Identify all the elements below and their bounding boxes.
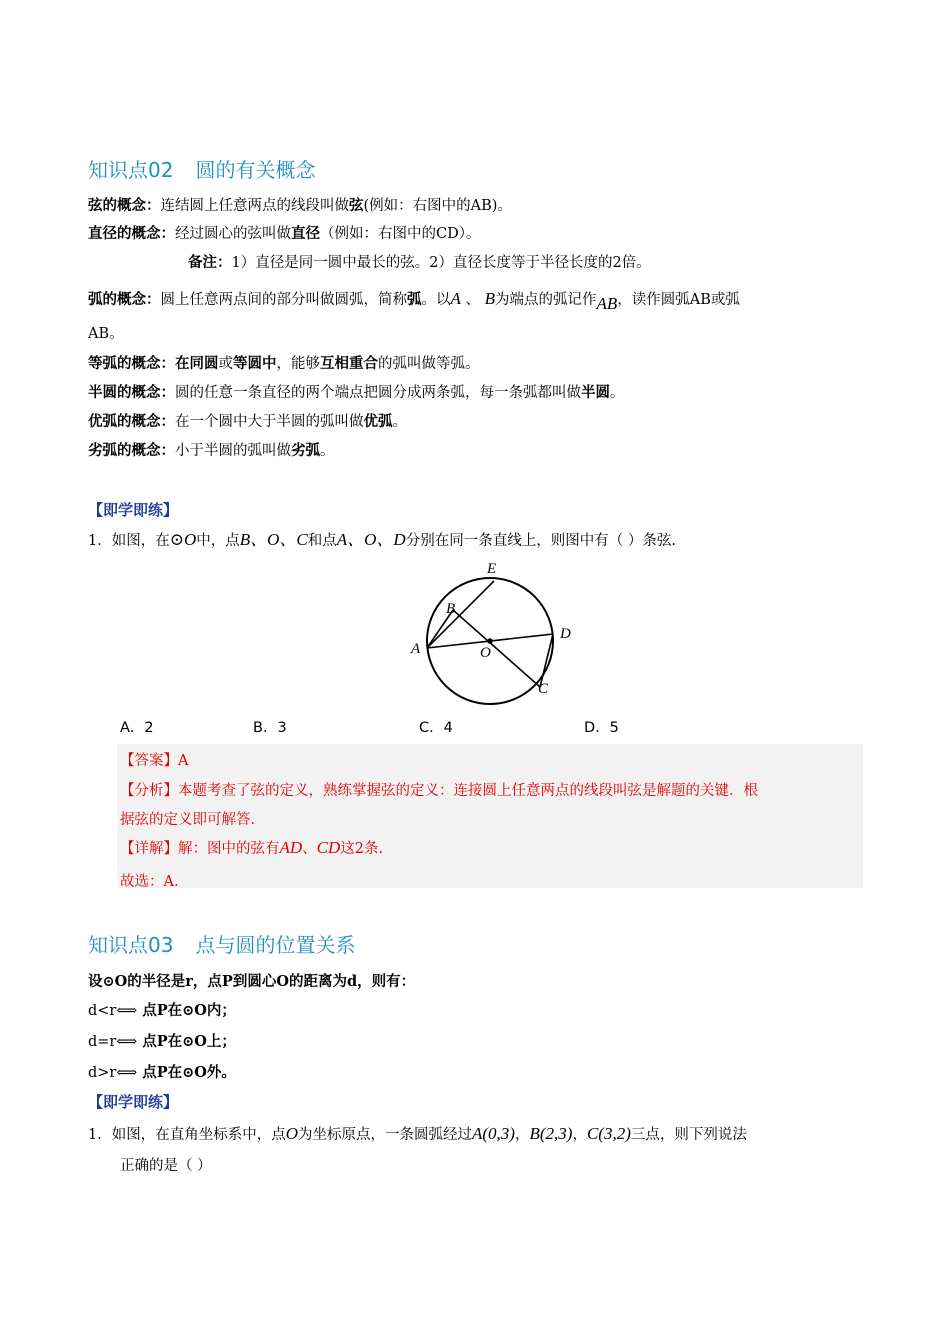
semicircle-definition <box>88 383 625 403</box>
circle-figure <box>400 555 590 705</box>
equal-arc-b2: 等圆中 <box>233 355 277 372</box>
option-d[interactable]: D．5 <box>584 720 619 736</box>
circle-o-symbol: ⊙O <box>169 530 197 549</box>
minor-arc-text: 小于半圆的弧叫做 <box>175 443 291 459</box>
origin-o: O <box>285 1124 299 1143</box>
chord-definition <box>88 196 512 216</box>
relation-outside-cond: d>r <box>88 1065 117 1081</box>
segment-bc <box>453 610 540 687</box>
detail-separator: 、 <box>302 841 317 857</box>
arc-point-a: A <box>450 289 461 308</box>
chord-example: (例如：右图中的AB)。 <box>363 198 512 214</box>
point-c-coord: C(3,2) <box>586 1124 631 1143</box>
equal-arc-b1: 在同圆 <box>175 355 219 372</box>
chord-cd <box>540 634 553 687</box>
semicircle-text: 圆的任意一条直径的两个端点把圆分成两条弧，每一条弧都叫做 <box>175 385 581 401</box>
section-03-number: 知识点03 <box>88 933 174 957</box>
arc-bold: 弧 <box>407 291 422 308</box>
chord-text: 连结圆上任意两点的线段叫做 <box>160 198 349 214</box>
choice-line: 故选：A. <box>120 874 179 890</box>
arc-text-3: 为端点的弧记作 <box>495 292 597 308</box>
relation-outside-text: 点P在⊙O外。 <box>137 1064 236 1081</box>
diameter-bold: 直径 <box>291 225 320 242</box>
equal-arc-term: 等弧的概念： <box>88 355 175 372</box>
detail-text-1: 解：图中的弦有 <box>178 841 280 857</box>
relation-outside <box>88 1063 236 1083</box>
relation-on-cond: d=r <box>88 1034 117 1050</box>
note-term: 备注： <box>188 254 232 271</box>
question-points-2: A、O、D <box>336 530 406 549</box>
equal-arc-t3: 的弧叫做等弧。 <box>378 356 480 372</box>
label-d: D <box>560 626 571 642</box>
detail-text-2: 这2条. <box>340 841 384 857</box>
diameter-text: 经过圆心的弦叫做 <box>175 226 291 242</box>
question-2-text-1: 如图，在直角坐标系中，点 <box>111 1127 286 1143</box>
note-text: 1）直径是同一圆中最长的弦。2）直径长度等于半径长度的2倍。 <box>231 255 651 271</box>
major-arc-term: 优弧的概念： <box>88 413 175 430</box>
label-e: E <box>487 561 497 577</box>
section-02-title: 圆的有关概念 <box>195 158 316 182</box>
arc-definition-cont: AB。 <box>88 326 124 342</box>
question-text-3: 和点 <box>307 533 337 549</box>
equal-arc-t2: ，能够 <box>276 356 320 372</box>
practice-1-question <box>88 530 676 551</box>
question-2-number: 1． <box>88 1127 112 1143</box>
relation-inside <box>88 1001 236 1021</box>
minor-arc-term: 劣弧的概念： <box>88 442 175 459</box>
question-text-4: 分别在同一条直线上，则图中有（ ）条弦. <box>405 533 676 549</box>
major-arc-text: 在一个圆中大于半圆的弧叫做 <box>175 414 364 430</box>
diameter-note <box>188 253 651 273</box>
section-03-title: 点与圆的位置关系 <box>195 933 356 957</box>
relation-inside-text: 点P在⊙O内； <box>137 1002 236 1019</box>
chord-term: 弦的概念： <box>88 197 161 214</box>
diameter-term: 直径的概念： <box>88 225 175 242</box>
center-point <box>487 638 493 644</box>
question-text-1: 如图，在 <box>111 533 170 549</box>
arc-notation: AB <box>596 294 618 313</box>
practice-2-question-cont: 正确的是（ ） <box>120 1158 212 1174</box>
diameter-definition <box>88 224 480 244</box>
minor-arc-bold: 劣弧 <box>291 442 320 459</box>
label-c: C <box>538 681 549 697</box>
question-points-1: B、O、C <box>239 530 308 549</box>
analysis-line-2: 据弦的定义即可解答. <box>120 812 256 828</box>
arc-term: 弧的概念： <box>88 291 161 308</box>
semicircle-end: 。 <box>610 385 625 401</box>
option-a[interactable]: A．2 <box>120 720 154 736</box>
section-02-heading <box>88 154 315 183</box>
semicircle-term: 半圆的概念： <box>88 384 175 401</box>
point-b-coord: B(2,3) <box>529 1124 573 1143</box>
comma-1: ， <box>514 1127 530 1143</box>
major-arc-bold: 优弧 <box>363 413 393 430</box>
arc-text-2: 。以 <box>421 292 451 308</box>
semicircle-bold: 半圆 <box>581 384 610 401</box>
practice-label-2: 【即学即练】 <box>88 1093 179 1111</box>
answer-line: 【答案】A <box>120 753 189 769</box>
arc-text-4: ，读作圆弧AB或弧 <box>617 292 740 308</box>
equal-arc-definition <box>88 354 480 374</box>
section-03-heading <box>88 929 355 958</box>
question-text-2: 中，点 <box>196 533 240 549</box>
minor-arc-definition <box>88 441 335 461</box>
major-arc-end: 。 <box>392 414 407 430</box>
detail-label: 【详解】 <box>120 841 178 857</box>
major-arc-definition <box>88 412 407 432</box>
equal-arc-t1: 或 <box>218 356 233 372</box>
position-intro: 设⊙O的半径是r，点P到圆心O的距离为d，则有： <box>88 973 416 990</box>
diameter-example: （例如：右图中的CD）。 <box>320 226 481 242</box>
arc-text: 圆上任意两点间的部分叫做圆弧，简称 <box>160 292 407 308</box>
label-o: O <box>480 645 491 661</box>
relation-inside-cond: d<r <box>88 1003 117 1019</box>
question-2-text-2: 为坐标原点，一条圆弧经过 <box>298 1127 473 1143</box>
minor-arc-end: 。 <box>320 443 335 459</box>
equal-arc-b3: 互相重合 <box>320 355 378 372</box>
arc-separator: 、 <box>460 292 485 308</box>
iff-arrow-icon: ⟺ <box>116 1003 138 1019</box>
chord-bold: 弦 <box>349 197 364 214</box>
relation-on-text: 点P在⊙O上； <box>137 1033 236 1050</box>
question-number: 1． <box>88 533 112 549</box>
option-c[interactable]: C．4 <box>419 720 453 736</box>
option-b[interactable]: B．3 <box>253 720 287 736</box>
analysis-line-1: 【分析】本题考查了弦的定义，熟练掌握弦的定义：连接圆上任意两点的线段叫弦是解题的关键．根 <box>120 783 758 799</box>
section-02-number: 知识点02 <box>88 158 174 182</box>
point-a-coord: A(0,3) <box>472 1124 515 1143</box>
arc-definition <box>88 289 740 313</box>
iff-arrow-icon: ⟺ <box>116 1034 138 1050</box>
detail-line <box>120 837 383 858</box>
practice-2-question <box>88 1124 747 1145</box>
iff-arrow-icon: ⟺ <box>116 1065 138 1081</box>
question-2-text-3: 三点，则下列说法 <box>630 1127 747 1143</box>
relation-on <box>88 1032 236 1052</box>
arc-point-b: B <box>484 289 495 308</box>
label-b: B <box>446 601 456 617</box>
detail-chord-cd: CD <box>316 838 341 857</box>
detail-chord-ad: AD <box>279 838 303 857</box>
practice-label-1: 【即学即练】 <box>88 501 179 519</box>
label-a: A <box>411 641 421 657</box>
comma-2: ， <box>572 1127 587 1143</box>
